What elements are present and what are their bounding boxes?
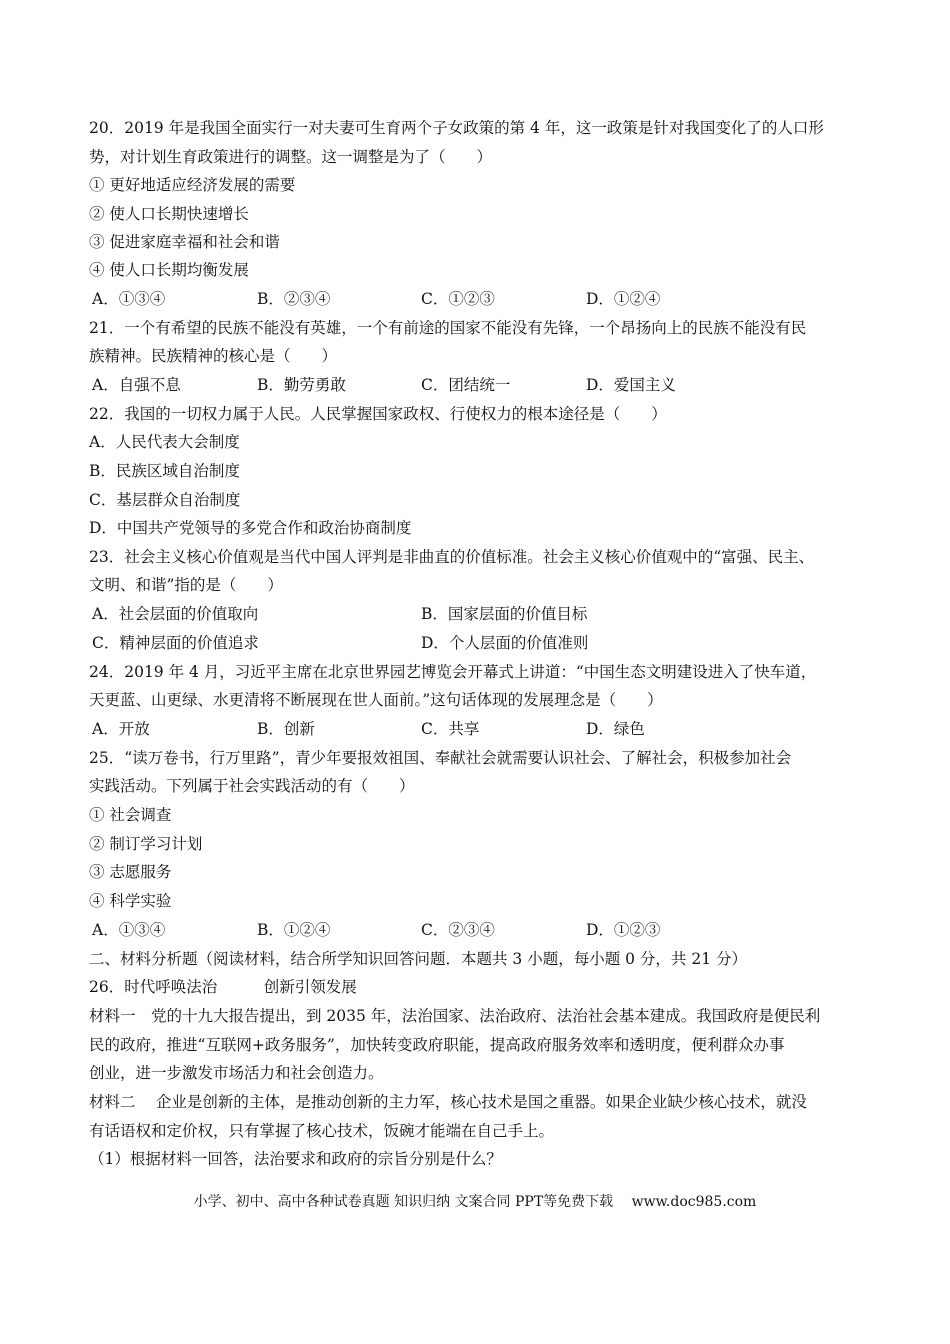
q21-option-a: A．自强不息 [92,376,181,394]
page-footer: 小学、初中、高中各种试卷真题 知识归纳 文案合同 PPT等免费下载 www.doc985.com [193,1194,757,1210]
q26-material1-line3: 创业，进一步激发市场活力和社会创造力。 [89,1064,384,1082]
q25-item-2: ② 制订学习计划 [89,835,203,853]
q24-option-c: C．共享 [421,720,480,738]
q25-item-1: ① 社会调查 [89,806,172,824]
q20-item-2: ② 使人口长期快速增长 [89,205,249,223]
q26-material1-line2: 民的政府，推进“互联网+政务服务”，加快转变政府职能，提高政府服务效率和透明度，便利群众办事 [89,1036,785,1054]
q24-stem-line1: 24．2019 年 4 月，习近平主席在北京世界园艺博览会开幕式上讲道：“中国生态文明建设进入了快车道， [89,663,817,681]
q20-stem-line1: 20．2019 年是我国全面实行一对夫妻可生育两个子女政策的第 4 年，这一政策是针对我国变化了的人口形 [89,119,824,137]
q25-item-4: ④ 科学实验 [89,892,172,910]
q25-stem-line2: 实践活动。下列属于社会实践活动的有（ ） [89,777,415,795]
q25-stem-line1: 25．“读万卷书，行万里路”，青少年要报效祖国、奉献社会就需要认识社会、了解社会，积极参加社会 [89,749,792,767]
q22-option-b: B．民族区域自治制度 [89,462,240,480]
q20-option-d: D．①②④ [586,290,661,308]
q22-option-a: A．人民代表大会制度 [89,433,240,451]
q23-stem-line2: 文明、和谐”指的是（ ） [89,576,283,594]
q23-option-d: D．个人层面的价值准则 [421,634,589,652]
q26-material1-line1: 材料一 党的十九大报告提出，到 2035 年，法治国家、法治政府、法治社会基本建成。我国政府是便民利 [89,1007,821,1025]
q24-stem-line2: 天更蓝、山更绿、水更清将不断展现在世人面前。”这句话体现的发展理念是（ ） [89,691,663,709]
q26-subquestion-1: （1）根据材料一回答，法治要求和政府的宗旨分别是什么？ [89,1150,502,1168]
q21-option-d: D．爱国主义 [586,376,676,394]
q25-item-3: ③ 志愿服务 [89,863,172,881]
q26-material2-line2: 有话语权和定价权，只有掌握了核心技术，饭碗才能端在自己手上。 [89,1122,555,1140]
q24-option-d: D．绿色 [586,720,645,738]
q20-item-3: ③ 促进家庭幸福和社会和谐 [89,233,280,251]
q23-stem-line1: 23．社会主义核心价值观是当代中国人评判是非曲直的价值标准。社会主义核心价值观中的“富强、民主、 [89,548,815,566]
section-heading-material-analysis: 二、材料分析题（阅读材料，结合所学知识回答问题．本题共 3 小题，每小题 0 分，共 21 分） [89,950,748,968]
q23-option-b: B．国家层面的价值目标 [421,605,588,623]
q20-option-b: B．②③④ [257,290,331,308]
q21-option-c: C．团结统一 [421,376,511,394]
q22-option-d: D．中国共产党领导的多党合作和政治协商制度 [89,519,412,537]
q23-option-c: C．精神层面的价值追求 [92,634,259,652]
q23-option-a: A．社会层面的价值取向 [92,605,259,623]
q25-option-a: A．①③④ [92,921,166,939]
q26-title: 26．时代呼唤法治 创新引领发展 [89,978,357,996]
q20-option-a: A．①③④ [92,290,166,308]
q20-stem-line2: 势，对计划生育政策进行的调整。这一调整是为了（ ） [89,148,493,166]
q25-option-c: C．②③④ [421,921,495,939]
q20-item-4: ④ 使人口长期均衡发展 [89,261,249,279]
q22-option-c: C．基层群众自治制度 [89,491,241,509]
q20-option-c: C．①②③ [421,290,495,308]
q20-item-1: ① 更好地适应经济发展的需要 [89,176,296,194]
q25-option-b: B．①②④ [257,921,331,939]
q21-stem-line2: 族精神。民族精神的核心是（ ） [89,347,338,365]
q21-stem-line1: 21．一个有希望的民族不能没有英雄，一个有前途的国家不能没有先锋，一个昂扬向上的民族不能没有民 [89,319,807,337]
q21-option-b: B．勤劳勇敢 [257,376,346,394]
q24-option-a: A．开放 [92,720,150,738]
q25-option-d: D．①②③ [586,921,661,939]
q22-stem: 22．我国的一切权力属于人民。人民掌握国家政权、行使权力的根本途径是（ ） [89,405,667,423]
q26-material2-line1: 材料二 企业是创新的主体，是推动创新的主力军，核心技术是国之重器。如果企业缺少核心技术，就没 [89,1093,807,1111]
q24-option-b: B．创新 [257,720,315,738]
